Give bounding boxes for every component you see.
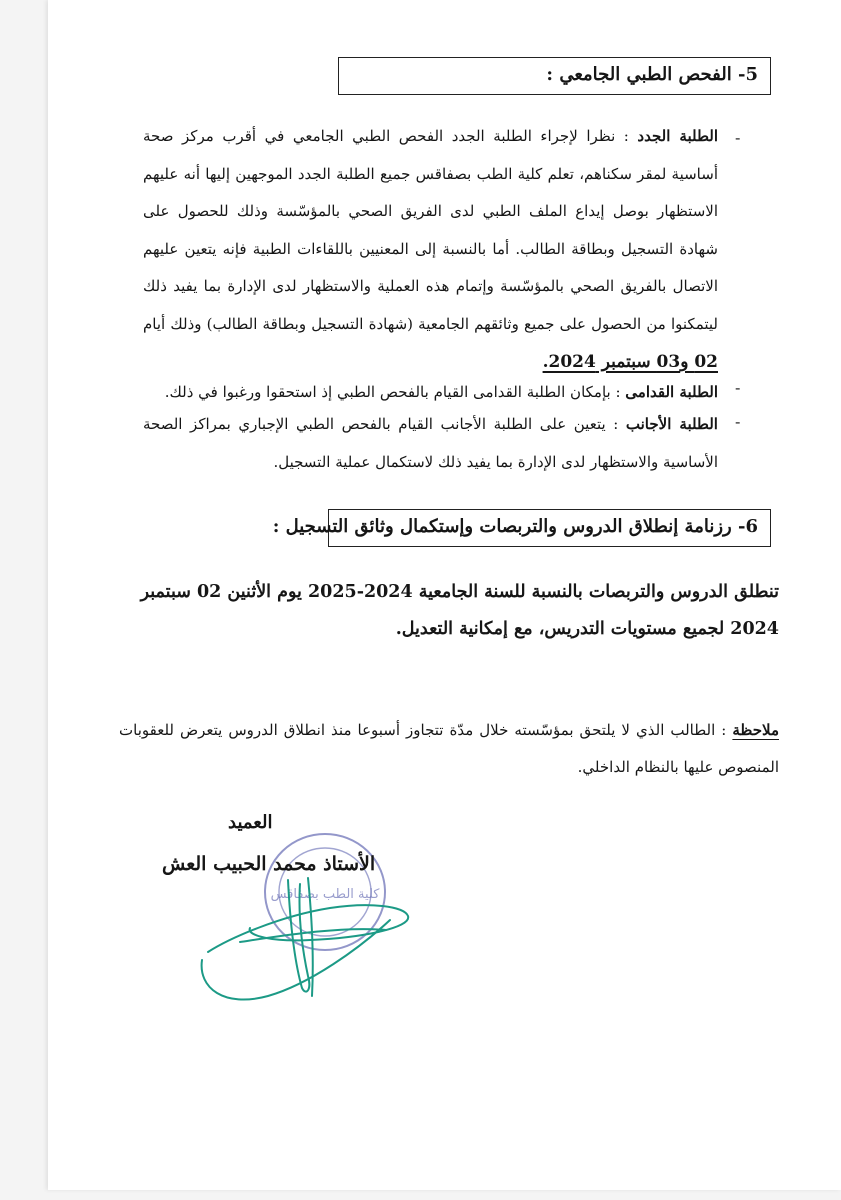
- dean-title: العميد: [228, 812, 273, 833]
- section-6-heading: 6- رزنامة إنطلاق الدروس والتربصات وإستكمال وثائق التسجيل :: [328, 509, 771, 547]
- foreign-students-paragraph: [143, 406, 718, 481]
- new-students-paragraph: [143, 118, 718, 381]
- new-students-text: : نظرا لإجراء الطلبة الجدد الفحص الطبي الجامعي في أقرب مركز صحة أساسية لمقر سكناهم، تعلم كلية الطب بصفاقس جميع الطلبة الجدد الموجهين إليها أنه عليهم الاستظهار بوصل إيداع الملف الطبي لدى الفريق الصحي بالمؤسّسة وذلك للحصول على شهادة التسجيل وبطاقة الطالب. أما بالنسبة إلى المعنيين باللقاءات الطبية فإنه يتعين عليهم الاتصال بالفريق الصحي بالمؤسّسة وإتمام هذه العملية والاستظهار لدى الإدارة بما يفيد ذلك ليتمكنوا من الحصول على جميع وثائقهم الجامعية (شهادة التسجيل وبطاقة الطالب) وذلك أيام: [143, 127, 718, 333]
- new-students-lead: الطلبة الجدد: [637, 127, 718, 145]
- official-stamp: [265, 834, 385, 950]
- foreign-students-text: : يتعين على الطلبة الأجانب القيام بالفحص الطبي الإجباري بمراكز الصحة الأساسية والاستظهار لدى الإدارة بما يفيد ذلك لاستكمال عملية التسجيل.: [143, 415, 718, 471]
- new-students-dates: 02 و03 سبتمبر 2024: [548, 351, 718, 372]
- dean-name: الأستاذ محمد الحبيب العش: [162, 853, 376, 875]
- old-students-lead: الطلبة القدامى: [625, 383, 718, 401]
- bullet-dash: -: [735, 128, 741, 147]
- note-paragraph: [119, 712, 779, 786]
- dean-stamp-and-signature: [190, 820, 430, 1020]
- bullet-dash: -: [735, 412, 741, 431]
- old-students-text: : بإمكان الطلبة القدامى القيام بالفحص الطبي إذ استحقوا ورغبوا في ذلك.: [164, 383, 626, 401]
- courses-start-paragraph: تنطلق الدروس والتربصات بالنسبة للسنة الجامعية 2024-2025 يوم الأثنين 02 سبتمبر 2024 لجميع مستويات التدريس، مع إمكانية التعديل.: [140, 582, 779, 639]
- note-label: ملاحظة: [732, 721, 779, 739]
- section-5-heading: 5- الفحص الطبي الجامعي :: [338, 57, 771, 95]
- bullet-dash: -: [735, 378, 741, 397]
- new-students-end: .: [542, 351, 549, 372]
- note-text: : الطالب الذي لا يلتحق بمؤسّسته خلال مدّة تتجاوز أسبوعا منذ انطلاق الدروس يتعرض للعقوبات المنصوص عليها بالنظام الداخلي.: [119, 721, 779, 776]
- stamp-text: كلية الطب بصفاقس: [270, 887, 380, 902]
- foreign-students-lead: الطلبة الأجانب: [625, 415, 718, 433]
